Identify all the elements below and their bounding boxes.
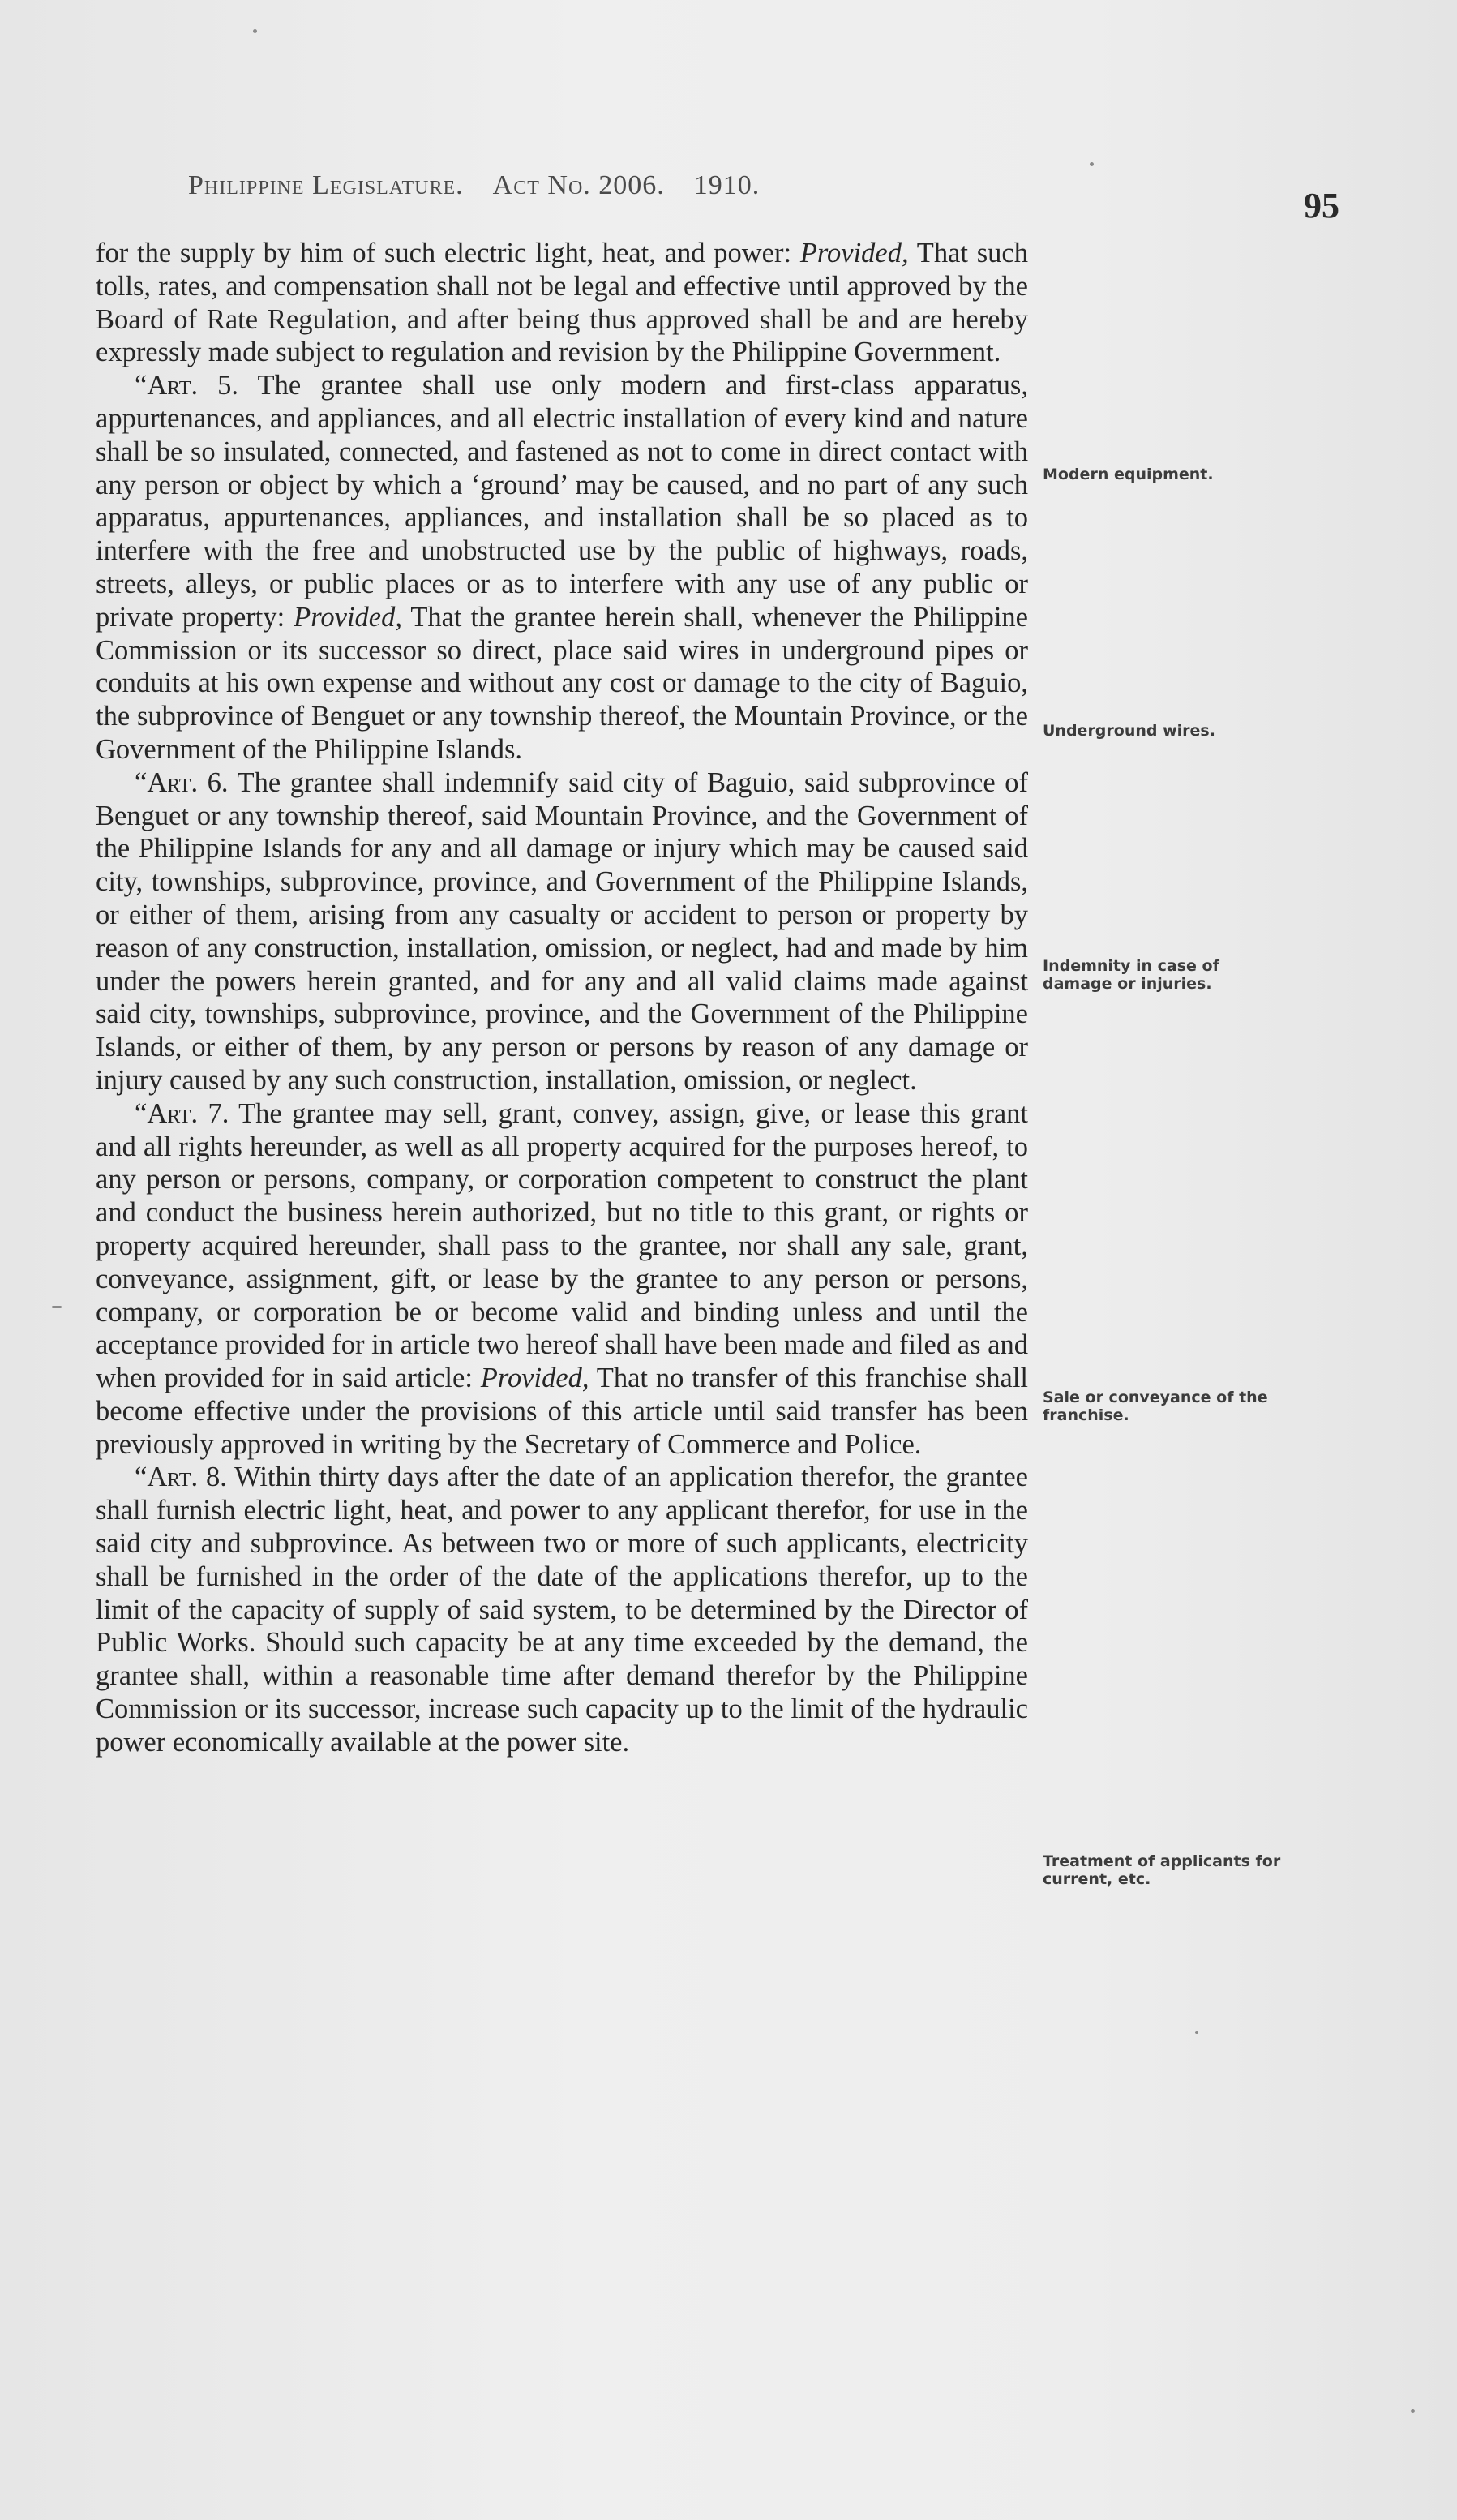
article-6 <box>96 766 1028 1097</box>
act-number: Act No. 2006. <box>492 170 665 200</box>
text-span: The grantee may sell, grant, convey, assign, give, or lease this grant and all rights hereunder, as well as all property acquired for the purposes hereof, to any person or persons, company, or corporation competent to construct the plant and conduct the business herein authorized, but no title to this grant, or rights or property acquired hereunder, shall pass to the grantee, nor shall any sale, grant, conveyance, assignment, gift, or lease by the grantee to any person or persons, company, or corporation be or become valid and binding unless and until the acceptance provided for in article two hereof shall have been made and filed as and when provided for in said article: <box>96 1097 1028 1394</box>
margin-note-sale-conveyance: Sale or conveyance of the franchise. <box>1043 1389 1268 1424</box>
paper-speck <box>1195 2031 1198 2034</box>
margin-note-modern-equipment: Modern equipment. <box>1043 466 1214 483</box>
article-5 <box>96 369 1028 766</box>
article-8 <box>96 1461 1028 1758</box>
paper-speck <box>253 29 257 33</box>
page-number: 95 <box>1304 186 1339 225</box>
act-year: 1910. <box>693 170 761 200</box>
text-span: That the grantee herein shall, whenever the Philippine Commission or its successor so direct, place said wires in underground pipes or conduits at his own expense and without any cost or damage to the city of Baguio, the subprovince of Benguet or any township thereof, the Mountain Province, or the Government of the Philippine Islands. <box>96 601 1028 765</box>
proviso-italic: Provided, <box>294 601 402 633</box>
text-span: That such tolls, rates, and compensation shall not be legal and effective until approved by the Board of Rate Regulation, and after being thus approved shall be and are hereby expressly made subject to regulation and revision by the Philippine Government. <box>96 238 1028 368</box>
paper-speck <box>1411 2409 1415 2413</box>
proviso-italic: Provided, <box>799 238 909 268</box>
article-label: “Art. 5. <box>135 370 239 401</box>
margin-note-treatment-applicants: Treatment of applicants for current, etc. <box>1043 1852 1281 1888</box>
article-7 <box>96 1097 1028 1462</box>
article-label: “Art. 7. <box>135 1097 229 1129</box>
article-label: “Art. 6. <box>135 766 229 798</box>
article-label: “Art. 8. <box>135 1462 227 1493</box>
text-span: That no transfer of this franchise shall become effective under the provisions of this article until said transfer has been previously approved in writing by the Secretary of Commerce and Police. <box>96 1363 1028 1460</box>
paragraph-continuation <box>96 237 1028 369</box>
margin-note-underground-wires: Underground wires. <box>1043 722 1215 740</box>
margin-note-indemnity: Indemnity in case of damage or injuries. <box>1043 957 1219 993</box>
legislature-title: Philippine Legislature. <box>188 170 464 200</box>
paper-speck <box>52 1306 62 1308</box>
text-span: The grantee shall use only modern and first-class apparatus, appurtenances, and appliances, and all electric installation of every kind and nature shall be so insulated, connected, and fastened as not to come in direct contact with any person or object by which a ‘ground’ may be caused, and no part of any such apparatus, appurtenances, appliances, and installation shall be so placed as to interfere with the free and unobstructed use by the public of highways, roads, streets, alleys, or public places or as to interfere with any use of any public or private property: <box>96 370 1028 633</box>
text-span: The grantee shall indemnify said city of Baguio, said subprovince of Benguet or any township thereof, said Mountain Province, and the Government of the Philippine Islands for any and all damage or injury which may be caused said city, townships, subprovince, province, and Government of the Philippine Islands, or either of them, arising from any casualty or accident to person or property by reason of any construction, installation, omission, or neglect, had and made by him under the powers herein granted, and for any and all valid claims made against said city, townships, subprovince, province, and the Government of the Philippine Islands, or either of them, by any person or persons by reason of any damage or injury caused by any such construction, installation, omission, or neglect. <box>96 766 1028 1096</box>
proviso-italic: Provided, <box>480 1363 589 1394</box>
text-span: Within thirty days after the date of an application therefor, the grantee shall furnish electric light, heat, and power to any applicant therefor, for use in the said city and subprovince. As between two or more of such applicants, electricity shall be furnished in the order of the date of the applications therefor, up to the limit of the capacity of supply of said system, to be determined by the Director of Public Works. Should such capacity be at any time exceeded by the demand, the grantee shall, within a reasonable time after demand therefor by the Philippine Commission or its successor, increase such capacity up to the limit of the hydraulic power economically available at the power site. <box>96 1462 1028 1758</box>
paper-speck <box>1090 162 1094 166</box>
body-text <box>96 237 1028 1759</box>
text-span: for the supply by him of such electric light, heat, and power: <box>96 238 800 268</box>
running-head <box>188 170 1039 201</box>
